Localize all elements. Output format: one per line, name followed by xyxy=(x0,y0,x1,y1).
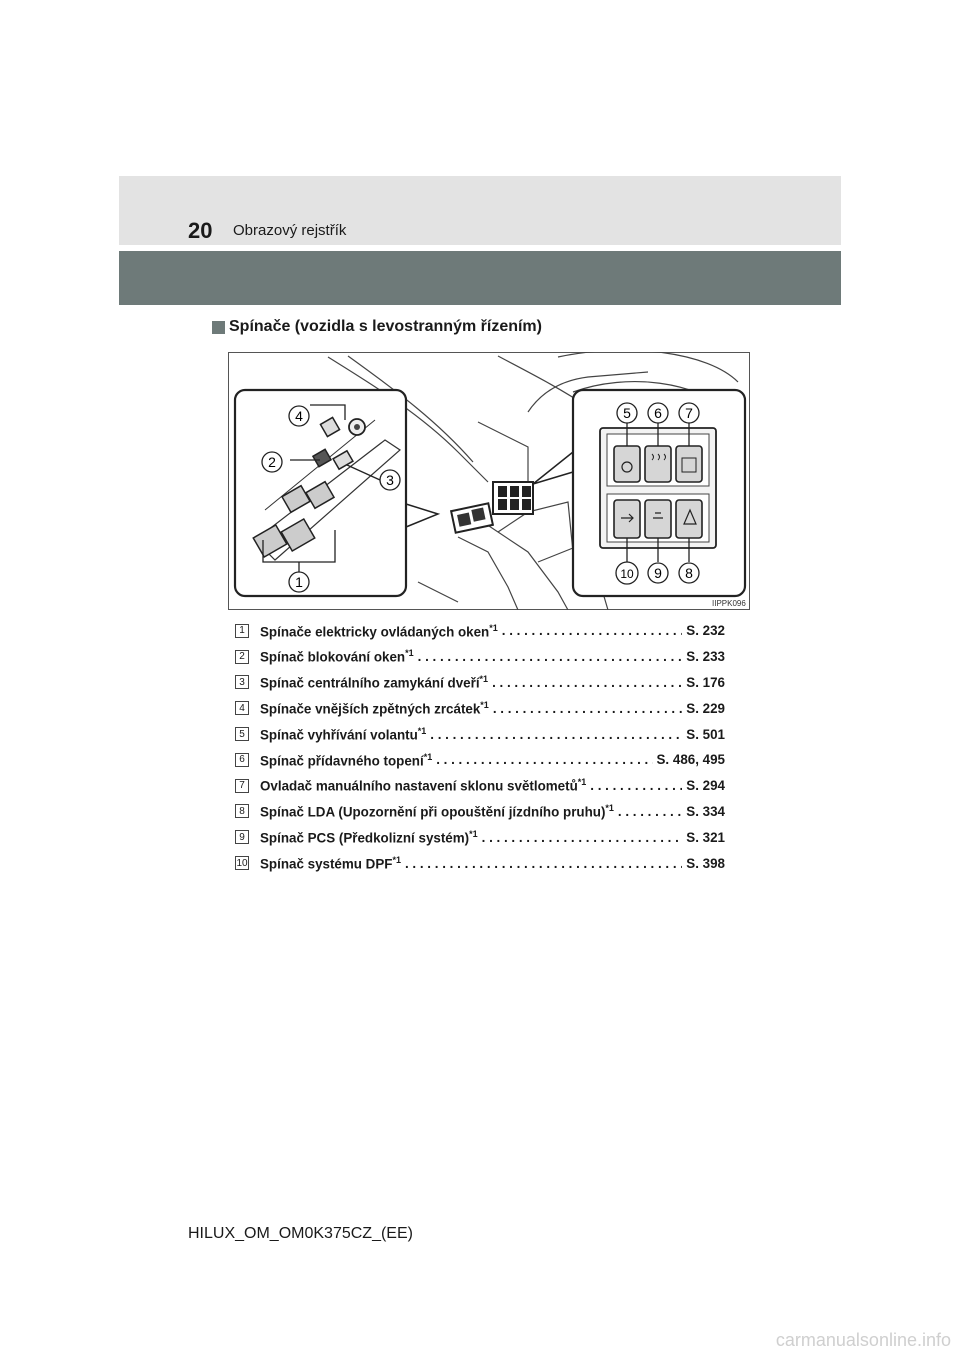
item-page-ref[interactable]: S. 229 xyxy=(686,700,725,716)
item-label: Spínač blokování oken$^{*1}$ xyxy=(260,648,414,665)
item-number: 10 xyxy=(236,857,248,869)
page-number: 20 xyxy=(188,218,213,243)
item-number: 6 xyxy=(235,753,249,767)
list-item xyxy=(235,824,725,850)
item-page-ref[interactable]: S. 486, 495 xyxy=(656,752,725,768)
item-number: 5 xyxy=(235,727,249,741)
item-number: 2 xyxy=(235,650,249,664)
item-label: Spínač přídavného topení$^{*1}$ xyxy=(260,751,433,769)
item-page-ref[interactable]: S. 233 xyxy=(686,649,725,665)
item-label: Spínače elektricky ovládaných oken$^{*1}$ xyxy=(260,622,498,640)
watermark: carmanualsonline.info xyxy=(775,1330,951,1350)
item-number: 7 xyxy=(235,779,249,793)
item-label: Ovladač manuálního nastavení sklonu světlometů$^{*1}$ xyxy=(260,777,587,794)
item-page-ref[interactable]: S. 176 xyxy=(686,674,725,690)
leader-dots xyxy=(430,727,682,742)
callout-9: 9 xyxy=(654,565,662,581)
item-page-ref[interactable]: S. 398 xyxy=(686,855,725,871)
item-page-ref[interactable]: S. 334 xyxy=(686,803,725,819)
callout-8: 8 xyxy=(685,565,693,581)
callout-3: 3 xyxy=(386,472,394,488)
item-label: Spínač systému DPF$^{*1}$ xyxy=(260,854,401,872)
item-label: Spínače vnějších zpětných zrcátek$^{*1}$ xyxy=(260,700,489,717)
switch-list xyxy=(235,618,725,876)
item-number: 1 xyxy=(235,624,249,638)
header-band xyxy=(119,176,841,245)
leader-dots xyxy=(493,701,682,716)
list-item xyxy=(235,721,725,747)
item-label: Spínač LDA (Upozornění při opouštění jízdního pruhu)$^{*1}$ xyxy=(260,803,614,820)
leader-dots xyxy=(590,778,682,793)
item-page-ref[interactable]: S. 501 xyxy=(686,726,725,742)
item-page-ref[interactable]: S. 232 xyxy=(686,623,725,639)
item-label: Spínač PCS (Předkolizní systém)$^{*1}$ xyxy=(260,829,478,846)
section-heading xyxy=(212,318,542,336)
callout-7: 7 xyxy=(685,405,693,421)
leader-dots xyxy=(492,675,682,690)
leader-dots xyxy=(418,649,683,664)
list-item xyxy=(235,670,725,696)
item-label: Spínač centrálního zamykání dveří$^{*1}$ xyxy=(260,674,489,691)
center-switch-cluster xyxy=(493,482,533,514)
list-item xyxy=(235,850,725,876)
callout-10: 10 xyxy=(620,567,634,581)
leader-dots xyxy=(502,623,683,638)
callout-6: 6 xyxy=(654,405,662,421)
leader-dots xyxy=(482,830,683,845)
item-number: 9 xyxy=(235,830,249,844)
header-title: Obrazový rejstřík xyxy=(233,222,347,239)
list-item xyxy=(235,747,725,773)
figure-code: IIPPK096 xyxy=(712,599,746,608)
callout-4: 4 xyxy=(295,408,303,424)
item-page-ref[interactable]: S. 321 xyxy=(686,829,725,845)
list-item xyxy=(235,773,725,799)
callout-2: 2 xyxy=(268,454,276,470)
section-marker-icon xyxy=(212,321,225,334)
list-item xyxy=(235,644,725,670)
section-heading-text: Spínače (vozidla s levostranným řízením) xyxy=(229,318,542,335)
list-item xyxy=(235,799,725,825)
list-item xyxy=(235,695,725,721)
item-page-ref[interactable]: S. 294 xyxy=(686,778,725,794)
item-number: 8 xyxy=(235,804,249,818)
section-band xyxy=(119,251,841,305)
switches-figure xyxy=(228,352,750,610)
list-item xyxy=(235,618,725,644)
document-code: HILUX_OM_OM0K375CZ_(EE) xyxy=(188,1225,413,1242)
callout-1: 1 xyxy=(295,574,303,590)
item-label: Spínač vyhřívání volantu$^{*1}$ xyxy=(260,725,427,743)
item-number: 4 xyxy=(235,701,249,715)
switch-bank-detail xyxy=(600,422,716,562)
item-number: 3 xyxy=(235,675,249,689)
leader-dots xyxy=(618,804,682,819)
leader-dots xyxy=(436,752,652,767)
callout-5: 5 xyxy=(623,405,631,421)
leader-dots xyxy=(405,856,682,871)
